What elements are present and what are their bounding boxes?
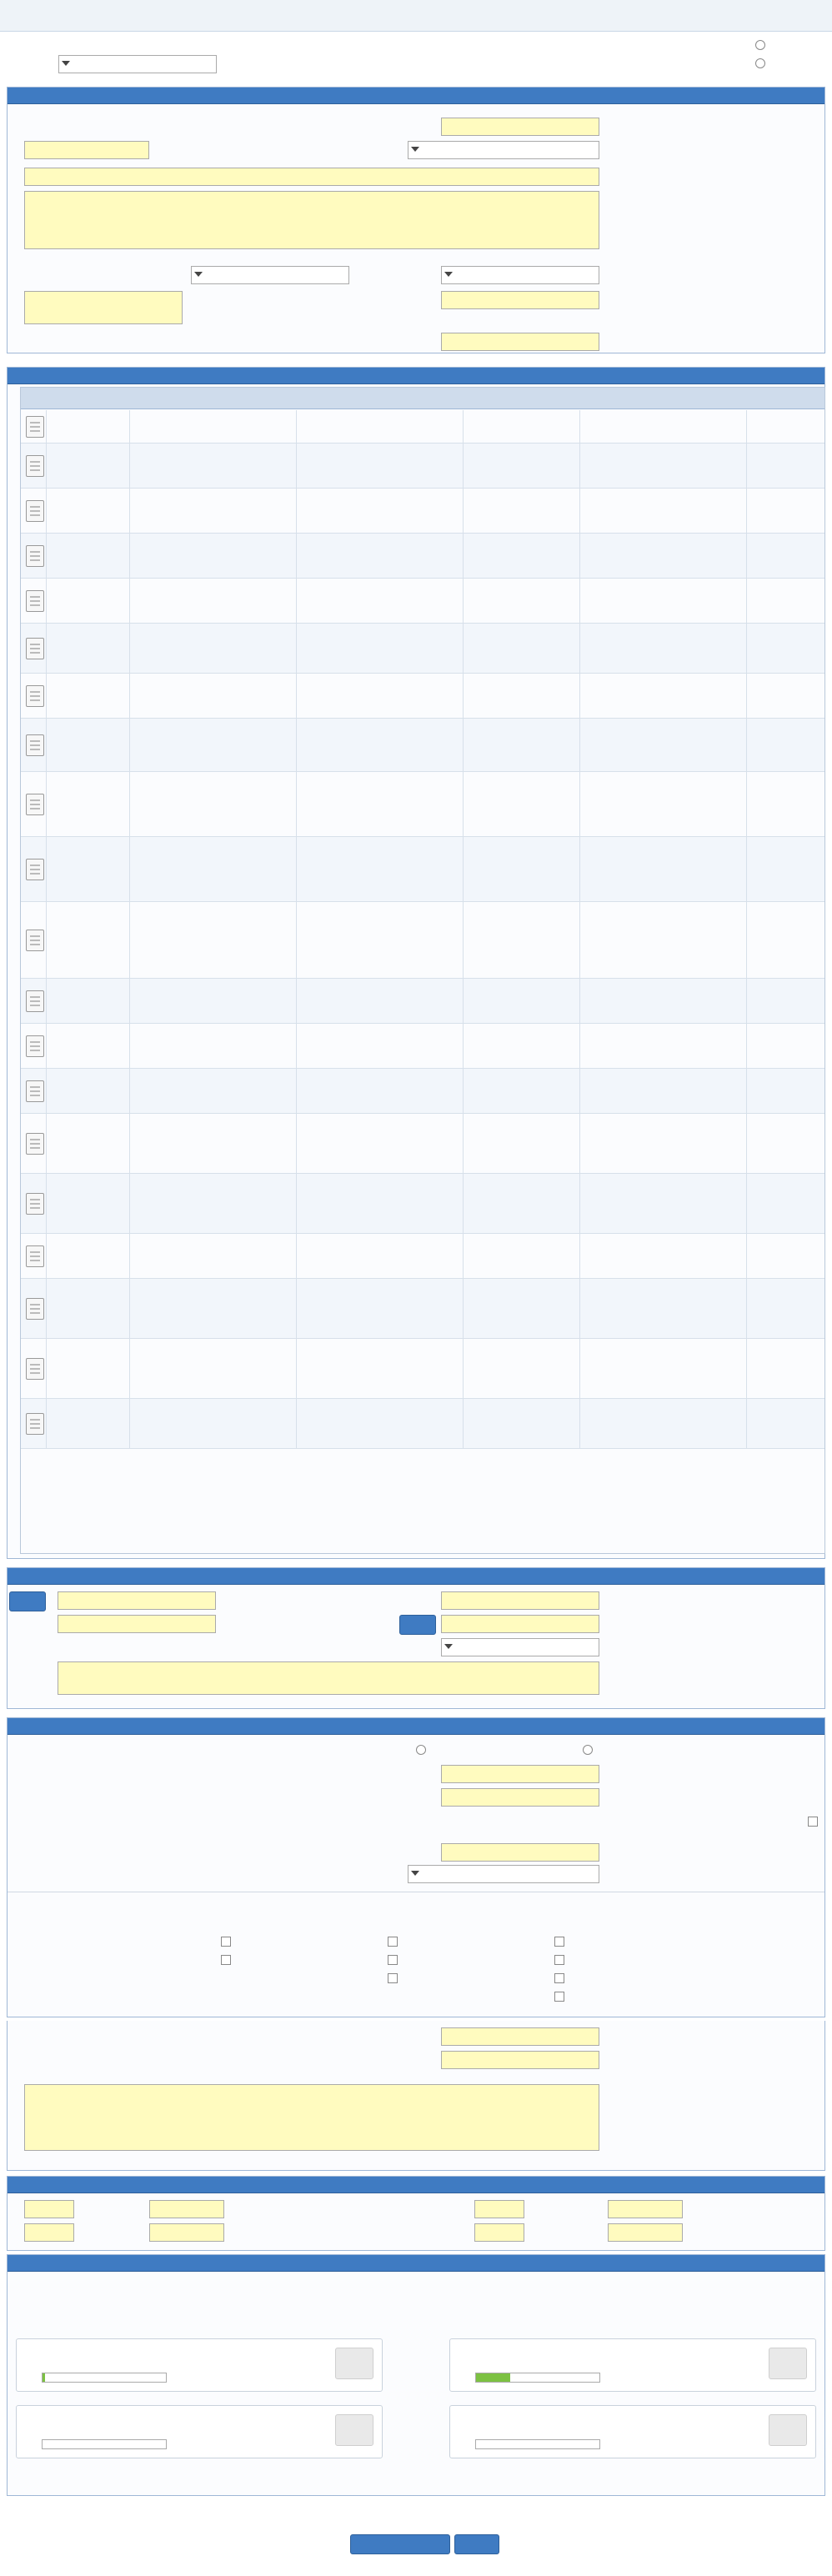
previous-tender-select[interactable]: [58, 55, 217, 73]
size-bar: [42, 2439, 167, 2449]
table-cell-divider: [46, 624, 47, 673]
guarantee-option-2[interactable]: [388, 1937, 398, 1947]
table-cell-divider: [296, 902, 297, 978]
guarantee-option-6[interactable]: [221, 1955, 231, 1965]
table-cell-divider: [746, 837, 747, 901]
submission-time-field[interactable]: [24, 2200, 74, 2218]
document-receipt-time-field[interactable]: [474, 2200, 524, 2218]
table-cell-divider: [579, 489, 580, 533]
postal-code-field[interactable]: [58, 1615, 216, 1633]
size-bar-fill: [476, 2373, 510, 2382]
new-tender-radio[interactable]: [755, 40, 765, 50]
category-field[interactable]: [441, 291, 599, 309]
table-cell-divider: [463, 719, 464, 771]
subject-field[interactable]: [24, 168, 599, 186]
table-row: [21, 1234, 824, 1279]
province-select[interactable]: [441, 266, 599, 284]
table-cell-divider: [296, 579, 297, 623]
tender-number-field[interactable]: [441, 118, 599, 136]
table-cell-divider: [129, 1174, 130, 1233]
table-cell-divider: [46, 902, 47, 978]
table-cell-divider: [579, 1174, 580, 1233]
table-cell-divider: [129, 489, 130, 533]
currency-field[interactable]: [441, 1788, 599, 1807]
table-cell-divider: [463, 1174, 464, 1233]
table-cell-divider: [746, 772, 747, 836]
view-document-icon[interactable]: [26, 990, 44, 1012]
table-cell-divider: [746, 1024, 747, 1068]
folder-icon: [769, 2348, 807, 2379]
table-cell-divider: [129, 1069, 130, 1113]
table-cell-divider: [46, 1114, 47, 1173]
view-document-icon[interactable]: [26, 500, 44, 522]
financial-panel-title: [8, 1718, 824, 1735]
guarantee-panel: [7, 2021, 825, 2171]
table-cell-divider: [463, 674, 464, 718]
attachments-panel: [7, 2254, 825, 2496]
table-cell-divider: [746, 674, 747, 718]
table-cell-divider: [579, 979, 580, 1023]
table-row: [21, 902, 824, 979]
table-cell-divider: [46, 1399, 47, 1448]
table-cell-divider: [746, 1279, 747, 1338]
city-select[interactable]: [191, 266, 349, 284]
page-header: [0, 0, 832, 32]
table-cell-divider: [463, 837, 464, 901]
activity-table: [20, 387, 825, 1554]
table-cell-divider: [46, 1024, 47, 1068]
table-cell-divider: [579, 1024, 580, 1068]
table-cell-divider: [46, 1069, 47, 1113]
table-cell-divider: [746, 719, 747, 771]
table-cell-divider: [46, 534, 47, 578]
table-cell-divider: [746, 902, 747, 978]
table-row: [21, 1114, 824, 1174]
table-row: [21, 489, 824, 534]
description-area[interactable]: [24, 191, 599, 249]
table-row: [21, 719, 824, 772]
tender-officer-field[interactable]: [58, 1591, 216, 1610]
table-cell-divider: [46, 579, 47, 623]
table-cell-divider: [579, 444, 580, 488]
reference-field[interactable]: [441, 1615, 599, 1633]
guarantee-option-3[interactable]: [221, 1937, 231, 1947]
view-document-icon[interactable]: [26, 545, 44, 567]
table-row: [21, 674, 824, 719]
table-cell-divider: [746, 1399, 747, 1448]
table-cell-divider: [746, 979, 747, 1023]
table-cell-divider: [579, 1339, 580, 1398]
table-cell-divider: [463, 534, 464, 578]
table-row: [21, 624, 824, 674]
table-cell-divider: [463, 1069, 464, 1113]
print-button[interactable]: [454, 2534, 499, 2554]
validity-time-field[interactable]: [24, 2223, 74, 2242]
table-cell-divider: [463, 489, 464, 533]
table-cell-divider: [463, 624, 464, 673]
table-cell-divider: [463, 1234, 464, 1278]
table-cell-divider: [296, 1069, 297, 1113]
guarantee-notes-area[interactable]: [24, 2084, 599, 2151]
table-cell-divider: [129, 674, 130, 718]
table-cell-divider: [579, 1069, 580, 1113]
reference-lookup-button[interactable]: [399, 1615, 436, 1635]
table-cell-divider: [296, 1339, 297, 1398]
attachment-box-1[interactable]: [449, 2338, 816, 2392]
table-row: [21, 1174, 824, 1234]
table-cell-divider: [746, 624, 747, 673]
table-cell-divider: [129, 1339, 130, 1398]
estimate-radio-1[interactable]: [583, 1745, 593, 1755]
table-cell-divider: [296, 837, 297, 901]
address-field[interactable]: [58, 1661, 599, 1695]
table-cell-divider: [129, 410, 130, 443]
table-cell-divider: [463, 1399, 464, 1448]
table-cell-divider: [129, 902, 130, 978]
table-cell-divider: [129, 837, 130, 901]
attachment-box-3[interactable]: [449, 2405, 816, 2458]
table-cell-divider: [746, 1339, 747, 1398]
table-cell-divider: [296, 444, 297, 488]
table-cell-divider: [579, 1114, 580, 1173]
table-cell-divider: [46, 489, 47, 533]
table-row: [21, 410, 824, 444]
table-cell-divider: [46, 772, 47, 836]
table-cell-divider: [46, 444, 47, 488]
view-document-icon[interactable]: [26, 685, 44, 707]
officer-lookup-button[interactable]: [9, 1591, 46, 1611]
table-cell-divider: [579, 579, 580, 623]
folder-icon: [335, 2348, 373, 2379]
table-cell-divider: [579, 902, 580, 978]
tender-type-select[interactable]: [408, 141, 599, 159]
table-row: [21, 1279, 824, 1339]
table-cell-divider: [296, 534, 297, 578]
attachment-box-2[interactable]: [16, 2338, 383, 2392]
estimate-radio-2[interactable]: [416, 1745, 426, 1755]
table-cell-divider: [296, 719, 297, 771]
table-cell-divider: [296, 979, 297, 1023]
view-document-icon[interactable]: [26, 734, 44, 756]
table-cell-divider: [46, 1234, 47, 1278]
table-cell-divider: [463, 444, 464, 488]
table-cell-divider: [579, 772, 580, 836]
table-cell-divider: [296, 674, 297, 718]
table-cell-divider: [46, 837, 47, 901]
timing-panel-title: [8, 2177, 824, 2193]
table-cell-divider: [129, 1399, 130, 1448]
folder-icon: [769, 2414, 807, 2446]
table-cell-divider: [463, 410, 464, 443]
table-cell-divider: [579, 624, 580, 673]
view-document-icon[interactable]: [26, 1133, 44, 1155]
table-cell-divider: [129, 1114, 130, 1173]
table-row: [21, 1339, 824, 1399]
document-receipt-date-field[interactable]: [608, 2200, 683, 2218]
document-fee-field[interactable]: [441, 1843, 599, 1862]
basic-info-panel-title: [8, 88, 824, 104]
table-cell-divider: [746, 1114, 747, 1173]
view-document-icon[interactable]: [26, 1035, 44, 1057]
view-document-icon[interactable]: [26, 1245, 44, 1267]
keyword-field[interactable]: [24, 141, 149, 159]
table-cell-divider: [579, 410, 580, 443]
attachment-box-4[interactable]: [16, 2405, 383, 2458]
table-cell-divider: [463, 1024, 464, 1068]
table-cell-divider: [746, 1234, 747, 1278]
organization-panel: [7, 1567, 825, 1709]
table-cell-divider: [746, 1174, 747, 1233]
table-cell-divider: [129, 1279, 130, 1338]
table-cell-divider: [296, 1024, 297, 1068]
table-cell-divider: [579, 719, 580, 771]
table-cell-divider: [746, 410, 747, 443]
table-cell-divider: [579, 1399, 580, 1448]
table-cell-divider: [129, 979, 130, 1023]
table-cell-divider: [46, 1279, 47, 1338]
view-document-icon[interactable]: [26, 590, 44, 612]
guarantee-option-9[interactable]: [554, 1992, 564, 2002]
submission-date-field[interactable]: [149, 2200, 224, 2218]
organization-panel-title: [8, 1568, 824, 1585]
table-cell-divider: [129, 1234, 130, 1278]
organization-name-field[interactable]: [441, 1591, 599, 1610]
guarantee-option-5[interactable]: [388, 1955, 398, 1965]
opening-date-field[interactable]: [608, 2223, 683, 2242]
guarantee-option-1[interactable]: [554, 1937, 564, 1947]
timing-panel: [7, 2176, 825, 2251]
table-cell-divider: [129, 579, 130, 623]
workshop-code-select[interactable]: [441, 1638, 599, 1656]
view-document-icon[interactable]: [26, 1298, 44, 1320]
document-fee-account-select[interactable]: [408, 1865, 599, 1883]
table-cell-divider: [296, 1234, 297, 1278]
table-row: [21, 1069, 824, 1114]
table-cell-divider: [46, 719, 47, 771]
table-cell-divider: [296, 772, 297, 836]
table-row: [21, 772, 824, 837]
financial-panel: [7, 1717, 825, 2017]
table-cell-divider: [579, 1234, 580, 1278]
table-panel-title: [8, 368, 824, 384]
budget-field[interactable]: [441, 1765, 599, 1783]
table-cell-divider: [463, 772, 464, 836]
table-row: [21, 444, 824, 489]
min-score-field[interactable]: [441, 333, 599, 351]
table-cell-divider: [463, 579, 464, 623]
table-row: [21, 1399, 824, 1449]
view-document-icon[interactable]: [26, 1080, 44, 1102]
table-cell-divider: [746, 579, 747, 623]
table-cell-divider: [129, 624, 130, 673]
table-cell-divider: [296, 1279, 297, 1338]
view-document-icon[interactable]: [26, 1358, 44, 1380]
table-cell-divider: [579, 1279, 580, 1338]
table-cell-divider: [296, 624, 297, 673]
table-cell-divider: [129, 719, 130, 771]
table-cell-divider: [129, 534, 130, 578]
table-cell-divider: [46, 674, 47, 718]
guarantee-amount-field[interactable]: [441, 2051, 599, 2069]
back-button[interactable]: [350, 2534, 450, 2554]
table-cell-divider: [463, 1114, 464, 1173]
folder-icon: [335, 2414, 373, 2446]
table-cell-divider: [296, 489, 297, 533]
table-cell-divider: [463, 1339, 464, 1398]
view-document-icon[interactable]: [26, 930, 44, 951]
size-bar: [475, 2373, 600, 2383]
size-bar: [42, 2373, 167, 2383]
table-header: [21, 388, 824, 409]
activity-list[interactable]: [24, 291, 183, 324]
table-cell-divider: [129, 1024, 130, 1068]
table-row: [21, 1024, 824, 1069]
table-row: [21, 579, 824, 624]
basic-info-panel: [7, 87, 825, 353]
table-cell-divider: [579, 837, 580, 901]
table-row: [21, 534, 824, 579]
table-cell-divider: [463, 1279, 464, 1338]
view-document-icon[interactable]: [26, 859, 44, 880]
size-bar: [475, 2439, 600, 2449]
guarantee-days-field[interactable]: [441, 2027, 599, 2046]
table-cell-divider: [463, 979, 464, 1023]
table-row: [21, 979, 824, 1024]
table-cell-divider: [746, 1069, 747, 1113]
table-cell-divider: [579, 674, 580, 718]
table-cell-divider: [46, 410, 47, 443]
table-cell-divider: [46, 1339, 47, 1398]
table-cell-divider: [746, 534, 747, 578]
guarantee-option-4[interactable]: [554, 1955, 564, 1965]
attachments-panel-title: [8, 2255, 824, 2272]
guarantee-option-8[interactable]: [388, 1973, 398, 1983]
guarantee-option-7[interactable]: [554, 1973, 564, 1983]
table-cell-divider: [296, 410, 297, 443]
table-cell-divider: [296, 1399, 297, 1448]
table-cell-divider: [46, 979, 47, 1023]
view-document-icon[interactable]: [26, 794, 44, 815]
view-document-icon[interactable]: [26, 416, 44, 438]
table-cell-divider: [46, 1174, 47, 1233]
size-bar-fill: [43, 2373, 45, 2382]
table-cell-divider: [746, 489, 747, 533]
table-cell-divider: [129, 444, 130, 488]
table-cell-divider: [579, 534, 580, 578]
table-cell-divider: [129, 772, 130, 836]
payment-checkbox[interactable]: [808, 1817, 818, 1827]
view-document-icon[interactable]: [26, 455, 44, 477]
view-document-icon[interactable]: [26, 1413, 44, 1435]
opening-time-field[interactable]: [474, 2223, 524, 2242]
table-cell-divider: [463, 902, 464, 978]
table-cell-divider: [746, 444, 747, 488]
table-cell-divider: [296, 1114, 297, 1173]
table-row: [21, 837, 824, 902]
view-document-icon[interactable]: [26, 638, 44, 659]
renewed-tender-radio[interactable]: [755, 58, 765, 68]
table-cell-divider: [296, 1174, 297, 1233]
validity-date-field[interactable]: [149, 2223, 224, 2242]
view-document-icon[interactable]: [26, 1193, 44, 1215]
